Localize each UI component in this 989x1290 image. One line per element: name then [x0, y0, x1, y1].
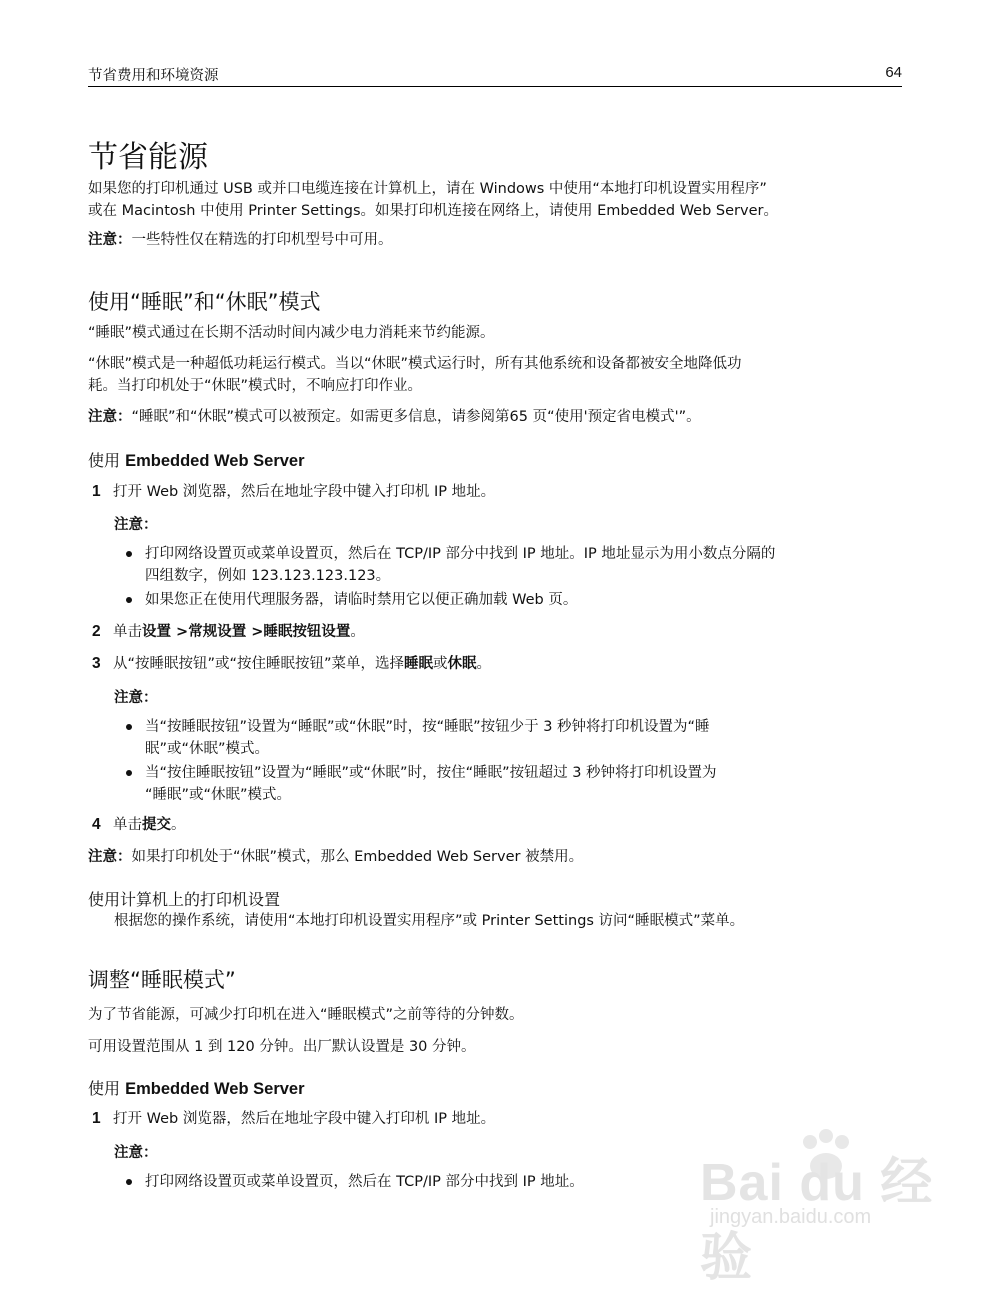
- step3-note-label: 注意：: [114, 690, 158, 706]
- bullet-dot: [126, 1179, 132, 1185]
- note-text: 如果打印机处于“休眠”模式，那么 Embedded Web Server 被禁用。: [131, 849, 584, 865]
- note-text: “睡眠”和“休眠”模式可以被预定。如需更多信息，请参阅第65 页“使用'预定省电模式'”。: [131, 409, 701, 425]
- watermark-brand: Bai du 经验: [700, 1154, 934, 1287]
- note-text: 一些特性仅在精选的打印机型号中可用。: [131, 232, 393, 248]
- header-title: 节省费用和环境资源: [88, 68, 219, 84]
- subsection-title-ews-2: 使用 Embedded Web Server: [88, 1079, 305, 1098]
- watermark-url: jingyan.baidu.com: [710, 1206, 872, 1228]
- section-title-sleep-hibernate: 使用“睡眠”和“休眠”模式: [88, 290, 321, 314]
- note-label: 注意：: [88, 849, 132, 865]
- section2-para2: “休眠”模式是一种超低功耗运行模式。当以“休眠”模式运行时，所有其他系统和设备都被安全地降低功 耗。当打印机处于“休眠”模式时，不响应打印作业。: [88, 356, 742, 394]
- menu-path: 设置 >常规设置 >睡眠按钮设置: [142, 624, 351, 640]
- section-title-adjust-sleep: 调整“睡眠模式”: [88, 968, 236, 992]
- bullet-dot: [126, 724, 132, 730]
- bullet-dot: [126, 597, 132, 603]
- bullet-dot: [126, 770, 132, 776]
- printer-settings-text: 根据您的操作系统，请使用“本地打印机设置实用程序”或 Printer Settings 访问“睡眠模式”菜单。: [114, 913, 745, 929]
- section1-paragraph: 如果您的打印机通过 USB 或并口电缆连接在计算机上，请在 Windows 中使用“本地打印机设置实用程序” 或在 Macintosh 中使用 Printer Settings。如果打印机连接在网络上，请使用 Embedded Web Server。: [88, 181, 778, 219]
- note-label: 注意：: [88, 409, 132, 425]
- baidu-watermark: [700, 1128, 950, 1287]
- page-number: 64: [885, 64, 902, 81]
- note-label: 注意：: [88, 232, 132, 248]
- section1-note: [88, 229, 393, 251]
- section3-para2: 可用设置范围从 1 到 120 分钟。出厂默认设置是 30 分钟。: [88, 1039, 476, 1055]
- bullet-dot: [126, 551, 132, 557]
- section3-para1: 为了节省能源，可减少打印机在进入“睡眠模式”之前等待的分钟数。: [88, 1007, 524, 1023]
- step1-note-label: 注意：: [114, 517, 158, 533]
- section2-note: [88, 406, 701, 428]
- section-title-save-energy: 节省能源: [88, 140, 208, 175]
- running-header: [88, 64, 902, 87]
- subsection-title-printer-settings: 使用计算机上的打印机设置: [88, 890, 281, 909]
- section2-para1: “睡眠”模式通过在长期不活动时间内减少电力消耗来节约能源。: [88, 325, 495, 341]
- ews-note: [88, 846, 583, 868]
- subsection-title-ews: 使用 Embedded Web Server: [88, 451, 305, 470]
- step1-note-label: 注意：: [114, 1145, 158, 1161]
